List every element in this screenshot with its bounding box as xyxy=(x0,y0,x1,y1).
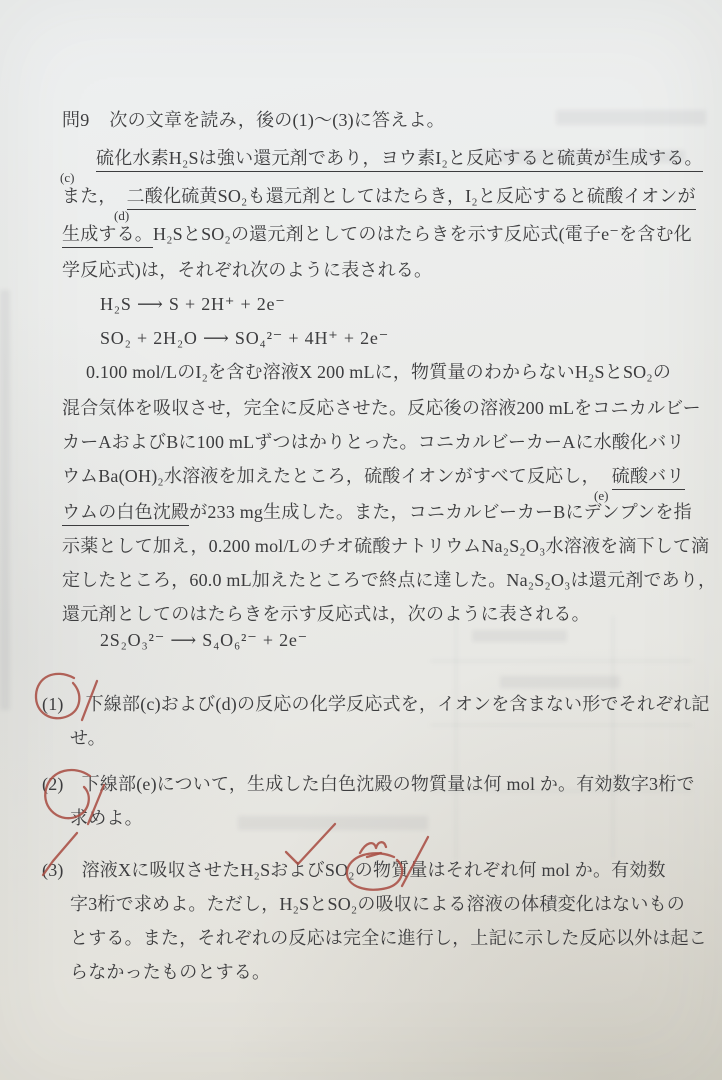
question-3-text: 溶液Xに吸収させたH₂SおよびSO₂の物質量はそれぞれ何 mol か。有効数 xyxy=(81,860,666,880)
body-line-8 xyxy=(62,602,590,627)
question-3-text-cont: らなかったものとする。 xyxy=(70,962,271,982)
red-scribble-so2-icon xyxy=(360,842,386,857)
bleedthrough-ghost xyxy=(430,660,692,662)
underlined-passage-d-cont: 生成する。 xyxy=(62,224,153,248)
text-run: 定したところ，60.0 mL加えたところで終点に達した。Na₂S₂O₃は還元剤であり， xyxy=(62,570,717,590)
text-run: 学反応式)は，それぞれ次のように表される。 xyxy=(62,260,433,280)
equation-thiosulfate xyxy=(100,628,308,653)
statement-line-c xyxy=(96,146,703,171)
underline-label-e: (e) xyxy=(594,488,609,503)
body-line-3 xyxy=(62,430,685,455)
bleedthrough-ghost xyxy=(430,724,692,726)
question-1-text: 下線部(c)および(d)の反応の化学反応式を，イオンを含まない形でそれぞれ記 xyxy=(85,694,710,714)
bleedthrough-ghost xyxy=(238,816,428,830)
question-3-line-3 xyxy=(70,926,707,951)
body-line-1 xyxy=(86,360,671,385)
body-line-4 xyxy=(62,464,685,489)
equation-so2 xyxy=(100,326,389,351)
half-reaction-thiosulfate: 2S₂O₃²⁻ ⟶ S₄O₆²⁻ + 2e⁻ xyxy=(100,630,308,650)
underlined-passage-d: 二酸化硫黄SO₂も還元剤としてはたらき，I₂と反応すると硫酸イオンが xyxy=(127,186,696,210)
underlined-passage-c: 硫化水素H₂Sは強い還元剤であり，ヨウ素I₂と反応すると硫黄が生成する。 xyxy=(96,148,703,172)
text-run: が233 mg生成した。また，コニカルビーカーBにデンプンを指 xyxy=(189,502,692,522)
bleedthrough-ghost xyxy=(500,676,620,688)
underlined-passage-e: 硫酸バリ xyxy=(612,466,685,490)
question-1-text-cont: せ。 xyxy=(70,728,106,748)
problem-instruction: 次の文章を読み，後の(1)～(3)に答えよ。 xyxy=(109,110,445,130)
text-run: また， xyxy=(62,186,117,206)
question-2-line-1 xyxy=(42,772,695,797)
underline-label-d: (d) xyxy=(114,208,130,223)
question-3-text-cont: とする。また，それぞれの反応は完全に進行し，上記に示した反応以外は起こ xyxy=(70,928,707,948)
statement-line-d2 xyxy=(62,222,692,247)
problem-header-line xyxy=(62,108,445,133)
bleedthrough-ghost xyxy=(455,615,457,860)
equation-h2s xyxy=(100,292,286,317)
bleedthrough-ghost xyxy=(612,615,614,860)
body-line-2 xyxy=(62,396,701,421)
question-number-2: (2) xyxy=(42,774,64,794)
question-1-line-1 xyxy=(42,692,710,717)
body-line-7 xyxy=(62,568,716,593)
question-3-line-1 xyxy=(42,858,666,883)
body-line-6 xyxy=(62,534,709,559)
problem-number: 問9 xyxy=(62,110,90,130)
bleedthrough-ghost xyxy=(0,290,10,710)
question-number-1: (1) xyxy=(42,694,64,714)
question-3-line-2 xyxy=(70,892,685,917)
text-run: 0.100 mol/LのI₂を含む溶液X 200 mLに，物質量のわからないH₂SとSO₂の xyxy=(86,362,672,382)
bleedthrough-ghost xyxy=(472,630,567,642)
text-run: ウムBa(OH)₂水溶液を加えたところ，硫酸イオンがすべて反応し， xyxy=(62,466,600,486)
statement-line-3 xyxy=(62,258,432,283)
question-2-text-cont: 求めよ。 xyxy=(70,808,143,828)
text-run: カーAおよびBに100 mLずつはかりとった。コニカルビーカーAに水酸化バリ xyxy=(62,432,685,452)
statement-line-d1 xyxy=(62,184,696,209)
half-reaction-h2s: H₂S ⟶ S + 2H⁺ + 2e⁻ xyxy=(100,294,286,314)
underlined-passage-e-cont: ウムの白色沈殿 xyxy=(62,502,189,526)
question-2-line-2 xyxy=(70,806,143,831)
question-number-3: (3) xyxy=(42,860,64,880)
text-run: 還元剤としてのはたらきを示す反応式は，次のように表される。 xyxy=(62,604,590,624)
question-1-line-2 xyxy=(70,726,106,751)
half-reaction-so2: SO₂ + 2H₂O ⟶ SO₄²⁻ + 4H⁺ + 2e⁻ xyxy=(100,328,389,348)
text-run: 示薬として加え，0.200 mol/Lのチオ硫酸ナトリウムNa₂S₂O₃水溶液を滴下して滴 xyxy=(62,536,710,556)
question-2-text: 下線部(e)について，生成した白色沈殿の物質量は何 mol か。有効数字3桁で xyxy=(81,774,695,794)
underline-label-c: (c) xyxy=(60,170,75,185)
text-run: 混合気体を吸収させ，完全に反応させた。反応後の溶液200 mLをコニカルビー xyxy=(62,398,701,418)
text-run: H₂SとSO₂の還元剤としてのはたらきを示す反応式(電子e⁻を含む化 xyxy=(153,224,692,244)
bleedthrough-ghost xyxy=(556,110,706,125)
question-3-text-cont: 字3桁で求めよ。ただし，H₂SとSO₂の吸収による溶液の体積変化はないもの xyxy=(70,894,685,914)
question-3-line-4 xyxy=(70,960,270,985)
